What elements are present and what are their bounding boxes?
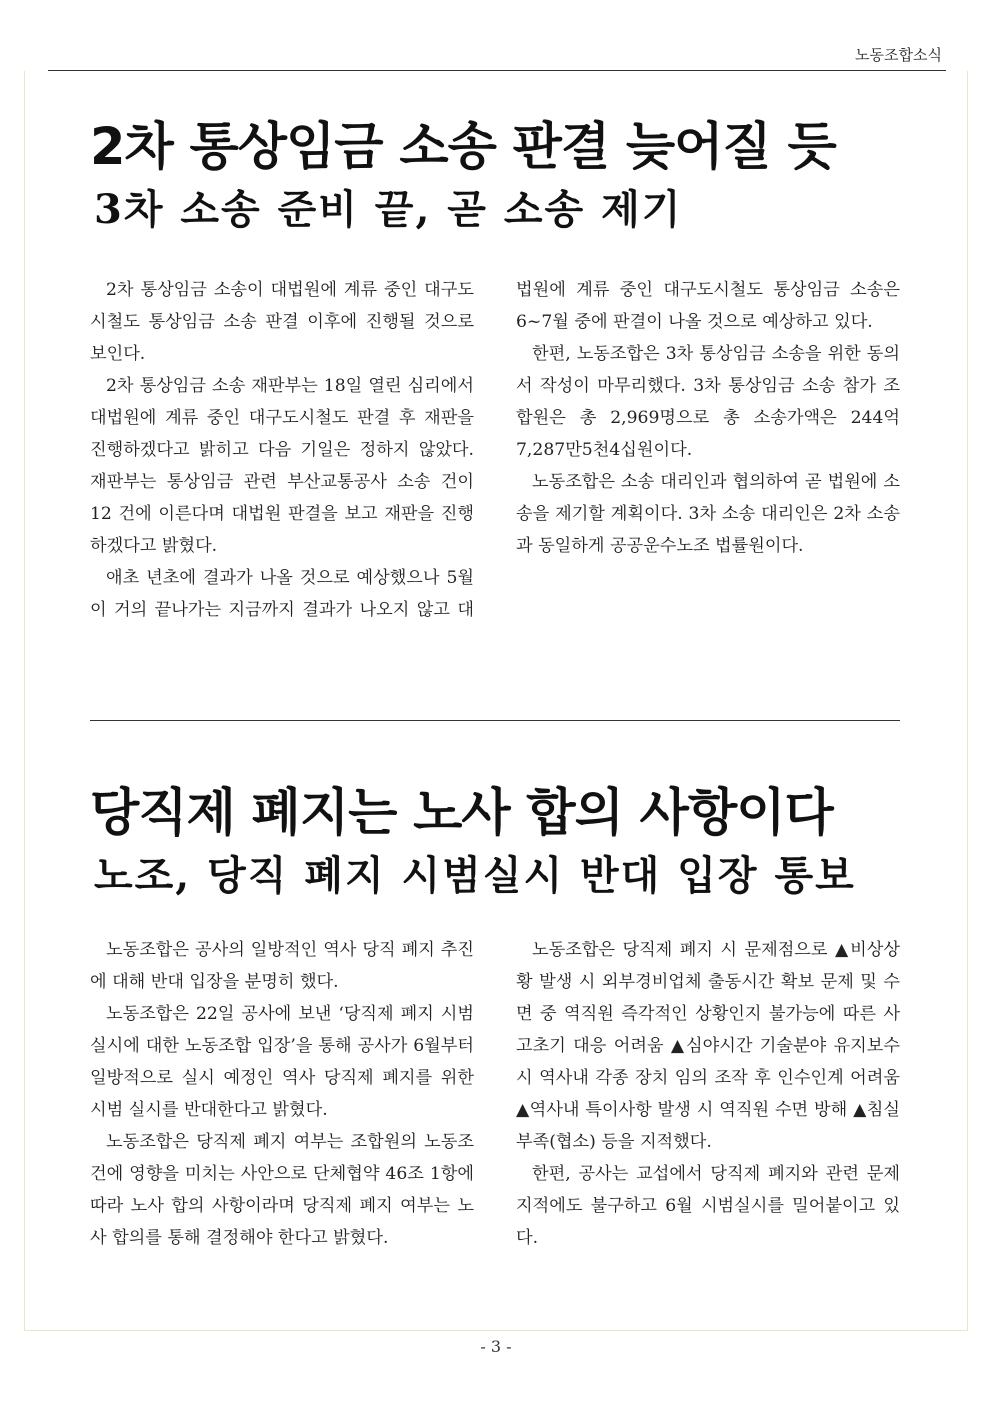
article-headline: 2차 통상임금 소송 판결 늦어질 듯 xyxy=(90,118,836,177)
article-subheadline: 노조, 당직 폐지 시범실시 반대 입장 통보 xyxy=(94,852,856,899)
article-wage-lawsuit xyxy=(90,118,900,236)
article-body-1 xyxy=(90,274,900,664)
article-paragraph: 노동조합은 공사의 일방적인 역사 당직 폐지 추진에 대해 반대 입장을 분명히 했다. xyxy=(90,940,474,992)
article-paragraph: 2차 통상임금 소송 재판부는 18일 열린 심리에서 대법원에 계류 중인 대구도시철도 판결 후 재판을 진행하겠다고 밝히고 다음 기일은 정하지 않았다. 재판부는 통상임금 관련 부산교통공사 소송 건이 12 건에 이른다며 대법원 판결을 보고 재판을 진행하겠다고 밝혔다. xyxy=(90,376,474,556)
article-night-duty xyxy=(90,784,900,902)
header-rule xyxy=(48,70,946,71)
article-paragraph: 노동조합은 22일 공사에 보낸 ‘당직제 폐지 시범실시에 대한 노동조합 입장’을 통해 공사가 6월부터 일방적으로 실시 예정인 역사 당직제 폐지를 위한 시범 실시를 반대한다고 밝혔다. xyxy=(90,1004,474,1120)
article-divider xyxy=(90,720,900,721)
article-paragraph: 노동조합은 당직제 폐지 시 문제점으로 ▲비상상황 발생 시 외부경비업체 출동시간 확보 문제 및 수면 중 역직원 즉각적인 상황인지 불가능에 따른 사고초기 대응 어려움 ▲심야시간 기술분야 유지보수 시 역사내 각종 장치 임의 조작 후 인수인계 어려움 ▲역사내 특이사항 발생 시 역직원 수면 방해 ▲침실부족(협소) 등을 지적했다. xyxy=(516,940,900,1152)
article-paragraph: 한편, 노동조합은 3차 통상임금 소송을 위한 동의서 작성이 마무리했다. 3차 통상임금 소송 참가 조합원은 총 2,969명으로 총 소송가액은 244억7,287만5천4십원이다. xyxy=(516,344,900,460)
article-paragraph: 2차 통상임금 소송이 대법원에 계류 중인 대구도시철도 통상임금 소송 판결 이후에 진행될 것으로 보인다. xyxy=(90,280,474,364)
article-paragraph: 노동조합은 소송 대리인과 협의하여 곧 법원에 소송을 제기할 계획이다. 3차 소송 대리인은 2차 소송과 동일하게 공공운수노조 법률원이다. xyxy=(516,472,900,556)
newsletter-section-title: 노동조합소식 xyxy=(855,46,942,64)
article-headline: 당직제 폐지는 노사 합의 사항이다 xyxy=(90,784,833,843)
article-paragraph: 노동조합은 당직제 폐지 여부는 조합원의 노동조건에 영향을 미치는 사안으로 단체협약 46조 1항에 따라 노사 합의 사항이라며 당직제 폐지 여부는 노사 합의를 통해 결정해야 한다고 밝혔다. xyxy=(90,1132,474,1248)
article-body-2 xyxy=(90,934,900,1324)
page-number: - 3 - xyxy=(480,1337,512,1356)
article-paragraph: 애초 년초에 결과가 나올 것으로 예상했으나 5월이 거의 끝나가는 지금까지 결과가 나오지 않고 대법원에 계류 중인 대구도시철도 통상임금 소송은 6~7월 중에 판결이 나올 것으로 예상하고 있다. xyxy=(90,280,900,620)
article-paragraph: 한편, 공사는 교섭에서 당직제 폐지와 관련 문제 지적에도 불구하고 6월 시범실시를 밀어붙이고 있다. xyxy=(516,1164,900,1248)
article-subheadline: 3차 소송 준비 끝, 곧 소송 제기 xyxy=(94,186,683,233)
